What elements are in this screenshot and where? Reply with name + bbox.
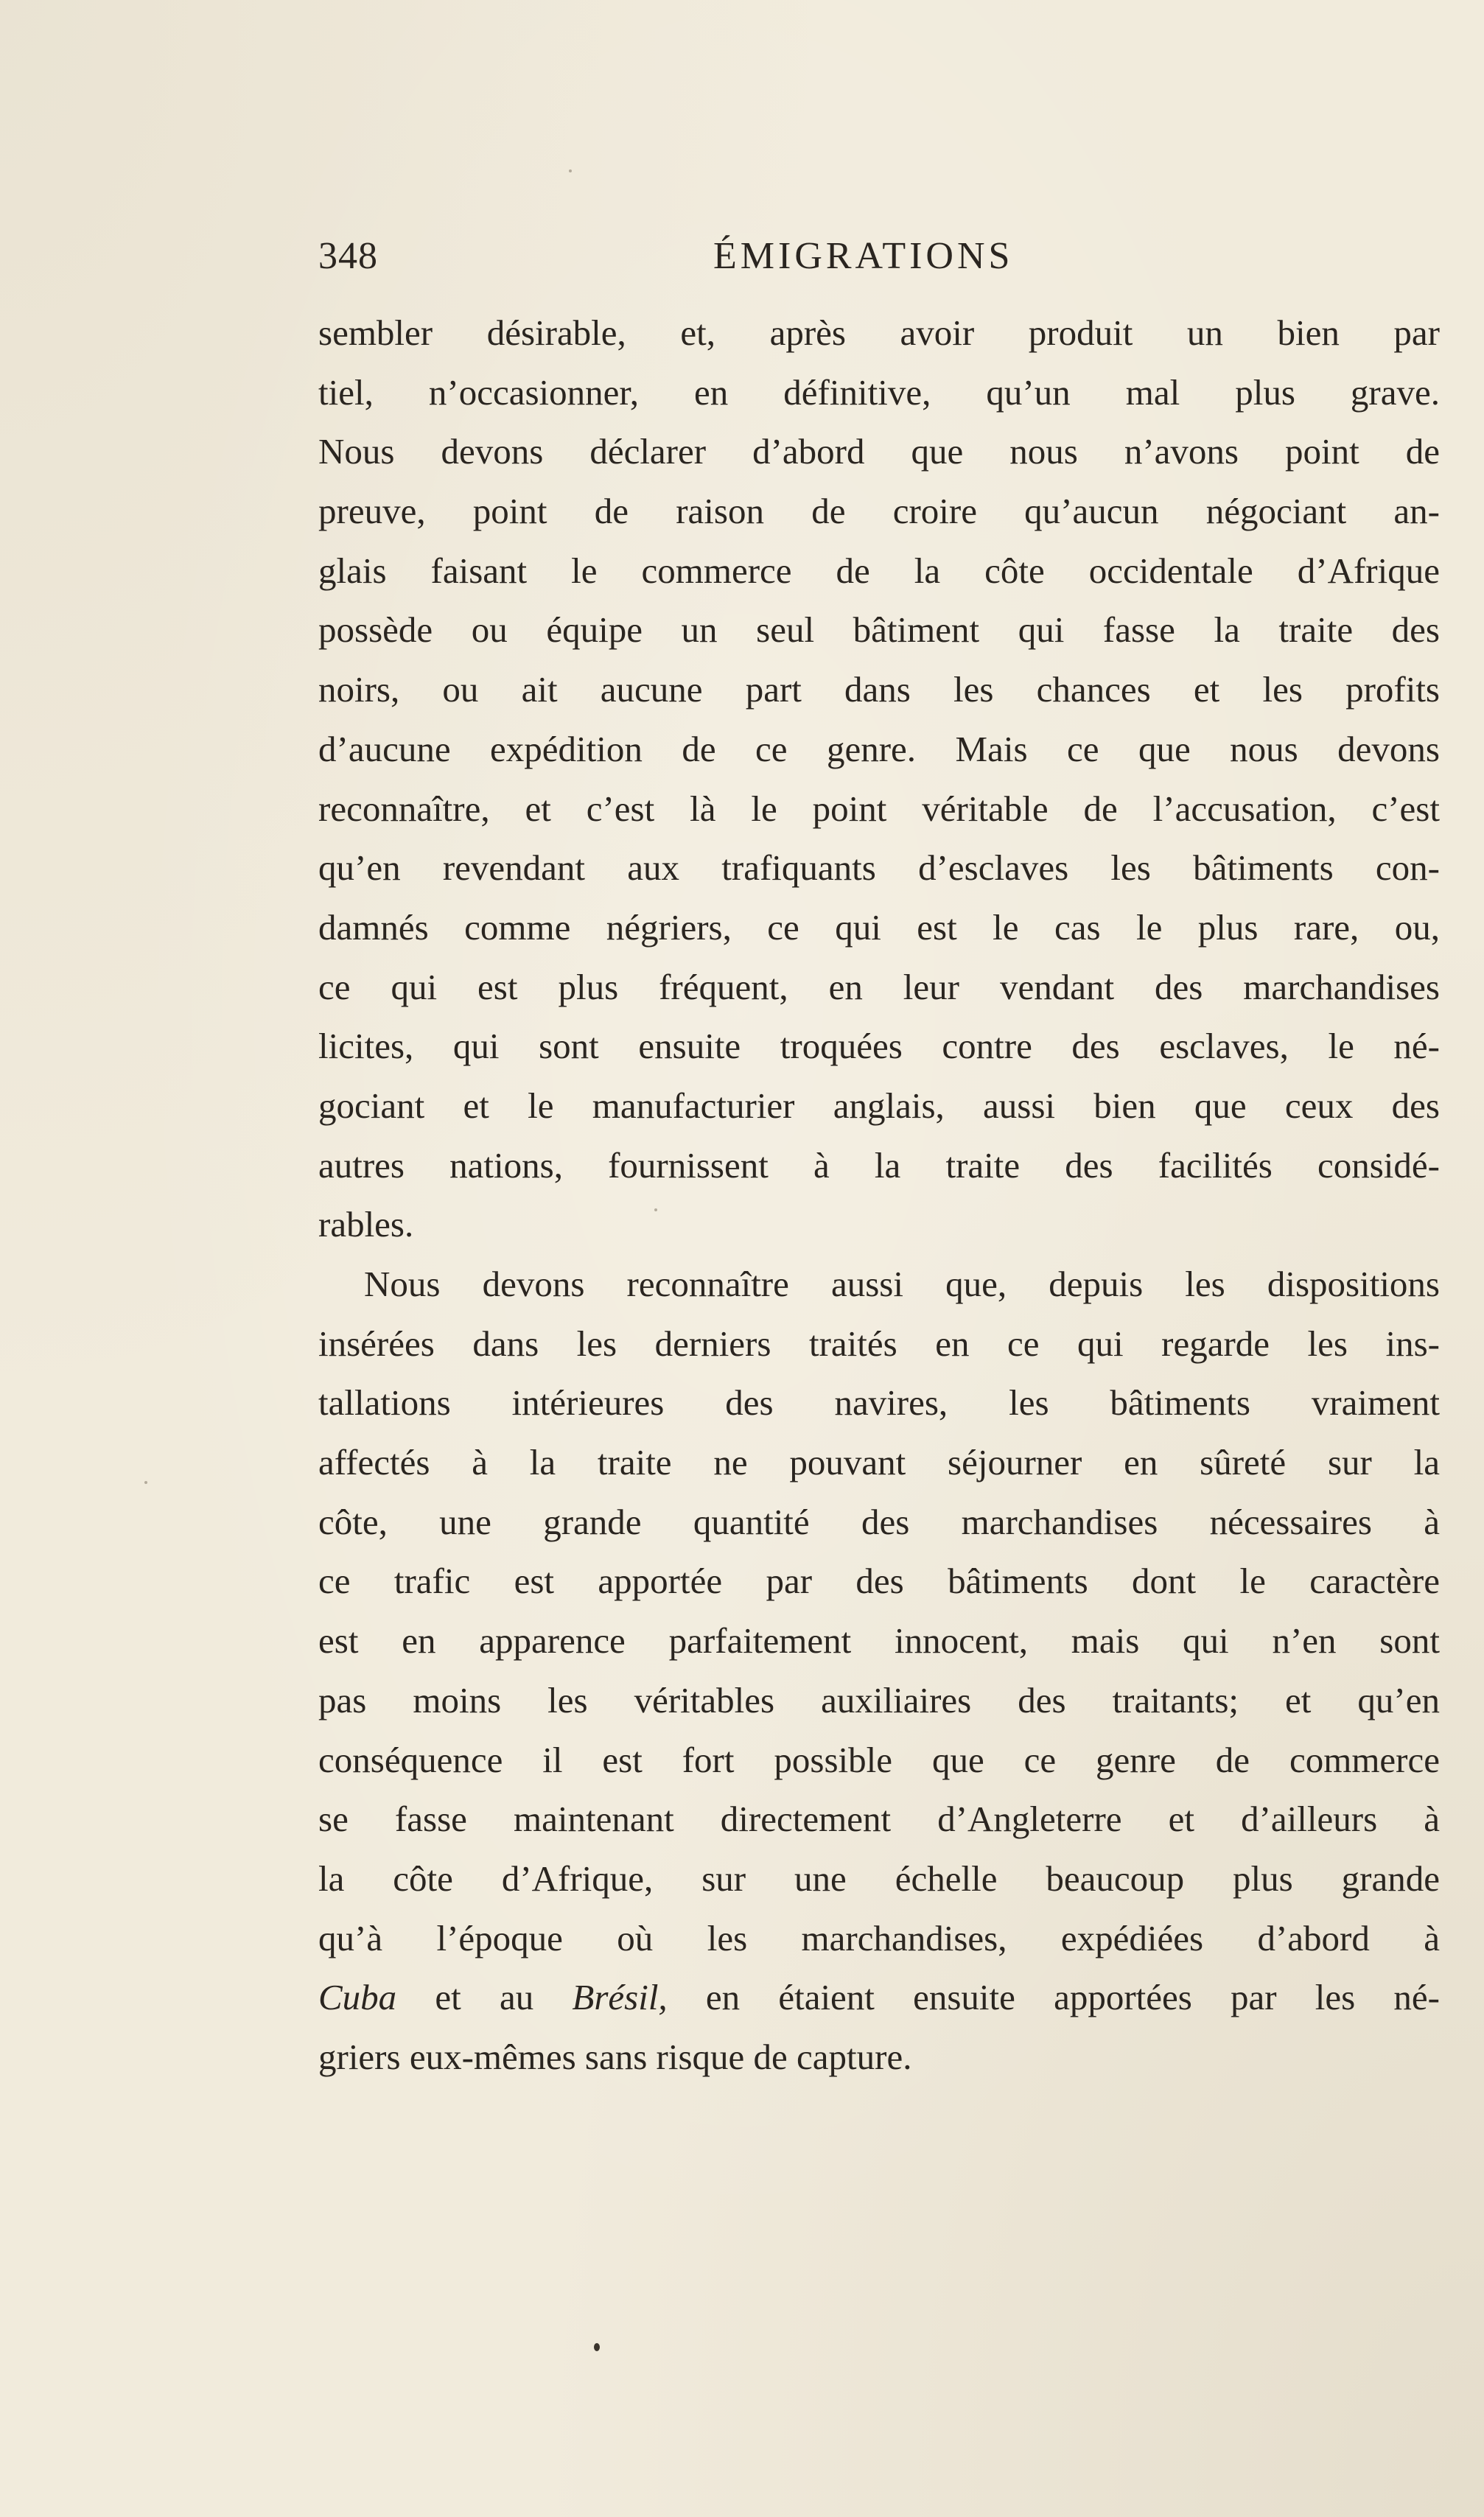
text-line: sembler désirable, et, après avoir produit un bien par [318, 312, 1440, 353]
text-line: tiel, n’occasionner, en définitive, qu’un mal plus grave. [318, 371, 1440, 413]
paper-speck [654, 1208, 657, 1211]
paper-speck [569, 169, 572, 172]
text-line: preuve, point de raison de croire qu’aucun négociant an- [318, 491, 1440, 532]
paragraph-end-line: rables. [318, 1204, 414, 1245]
text-line: conséquence il est fort possible que ce genre de commerce [318, 1739, 1440, 1780]
text-line: se fasse maintenant directement d’Angleterre et d’ailleurs à [318, 1799, 1440, 1840]
italic-place-bresil: Brésil, [572, 1977, 668, 2018]
page-number: 348 [318, 235, 378, 277]
text-line: reconnaître, et c’est là le point véritable de l’accusation, c’est [318, 788, 1440, 829]
text-line: affectés à la traite ne pouvant séjourner en sûreté sur la [318, 1442, 1440, 1483]
text-line: glais faisant le commerce de la côte occidentale d’Afrique [318, 550, 1440, 591]
text-line-with-italics [318, 1968, 1440, 2028]
text-line: pas moins les véritables auxiliaires des traitants; et qu’en [318, 1679, 1440, 1720]
text-line: insérées dans les derniers traités en ce qui regarde les ins- [318, 1323, 1440, 1364]
text-line: tallations intérieures des navires, les bâtiments vraiment [318, 1382, 1440, 1424]
running-head: ÉMIGRATIONS [713, 235, 1014, 277]
inline-text: et au [396, 1977, 573, 2018]
paragraph-end-line: griers eux-mêmes sans risque de capture. [318, 2036, 912, 2077]
text-line: ce trafic est apportée par des bâtiments dont le caractère [318, 1561, 1440, 1602]
italic-place-cuba: Cuba [318, 1977, 397, 2018]
text-line: autres nations, fournissent à la traite des facilités considé- [318, 1144, 1440, 1186]
text-line: licites, qui sont ensuite troquées contre des esclaves, le né- [318, 1026, 1440, 1067]
paragraph-start-line: Nous devons reconnaître aussi que, depuis les dispositions [364, 1264, 1440, 1304]
text-line: ce qui est plus fréquent, en leur vendant des marchandises [318, 966, 1440, 1007]
text-line: qu’en revendant aux trafiquants d’esclaves les bâtiments con- [318, 847, 1440, 889]
text-line: gociant et le manufacturier anglais, aussi bien que ceux des [318, 1085, 1440, 1126]
text-line: la côte d’Afrique, sur une échelle beaucoup plus grande [318, 1858, 1440, 1899]
text-line: Nous devons déclarer d’abord que nous n’avons point de [318, 431, 1440, 472]
text-line: noirs, ou ait aucune part dans les chances et les profits [318, 669, 1440, 710]
text-line: est en apparence parfaitement innocent, mais qui n’en sont [318, 1620, 1440, 1662]
inline-text: en étaient ensuite apportées par les né- [667, 1977, 1440, 2018]
text-line: côte, une grande quantité des marchandises nécessaires à [318, 1501, 1440, 1542]
text-line: qu’à l’époque où les marchandises, expédiées d’abord à [318, 1917, 1440, 1958]
text-line: possède ou équipe un seul bâtiment qui fasse la traite des [318, 609, 1440, 651]
text-line: d’aucune expédition de ce genre. Mais ce que nous devons [318, 728, 1440, 769]
ink-mark [594, 2343, 600, 2351]
paper-speck [144, 1481, 147, 1484]
text-line: damnés comme négriers, ce qui est le cas le plus rare, ou, [318, 906, 1440, 948]
page-header [318, 234, 1438, 293]
body-text [318, 304, 1440, 2087]
